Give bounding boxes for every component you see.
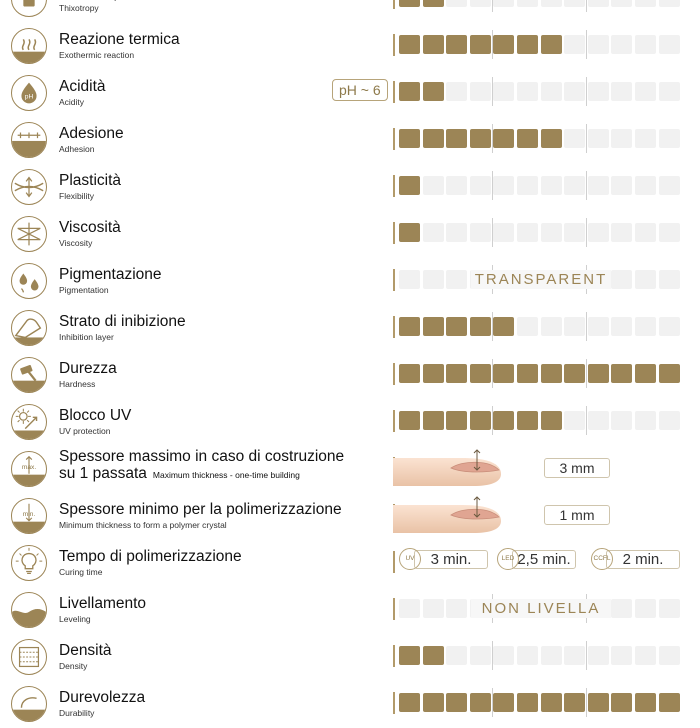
- rating-segment: [493, 317, 514, 336]
- property-row-maxthick: [0, 446, 700, 493]
- property-title-text: Livellamento: [59, 595, 147, 612]
- curing-time-ccfl: [591, 548, 680, 574]
- rating-segment: [541, 129, 562, 148]
- scale-separator: [586, 0, 587, 12]
- property-row-density: [0, 634, 700, 681]
- rating-segment: [611, 693, 632, 712]
- rating-segment: [635, 35, 656, 54]
- property-title-text: Plasticità: [59, 172, 122, 189]
- rating-segment: [635, 693, 656, 712]
- rating-segment: [517, 223, 538, 242]
- rating-segment: [517, 82, 538, 101]
- durability-icon: [11, 686, 47, 722]
- rating-segment: [517, 0, 538, 7]
- rating-scale: [399, 0, 681, 9]
- rating-segment: [611, 411, 632, 430]
- property-row-adhesion: [0, 117, 700, 164]
- svg-text:min.: min.: [22, 511, 36, 518]
- property-title: [59, 448, 344, 484]
- divider: [393, 551, 395, 573]
- property-subtitle: Inhibition layer: [59, 332, 114, 342]
- rating-segment: [588, 82, 609, 101]
- thickness-value: 1 mm: [544, 505, 610, 525]
- rating-segment: [611, 223, 632, 242]
- property-title: [59, 642, 112, 659]
- rating-segment: [588, 317, 609, 336]
- lamp-badge: UV: [399, 548, 421, 570]
- rating-segment: [470, 223, 491, 242]
- divider: [393, 692, 395, 714]
- rating-segment: [611, 317, 632, 336]
- finger-layer-icon: [11, 310, 47, 346]
- lamp-badge: LED: [497, 548, 519, 570]
- rating-segment: [635, 646, 656, 665]
- rating-segment: [470, 646, 491, 665]
- rating-segment: [541, 364, 562, 383]
- rating-segment: [541, 411, 562, 430]
- ph-drop-icon: [11, 75, 47, 111]
- property-title-text: Densità: [59, 642, 112, 659]
- rating-segment: [635, 176, 656, 195]
- divider: [393, 34, 395, 56]
- rating-segment: [446, 646, 467, 665]
- property-row-inhibition: [0, 305, 700, 352]
- divider: [393, 0, 395, 9]
- scale-separator: [492, 406, 493, 435]
- rating-segment: [635, 270, 656, 289]
- rating-segment: [541, 317, 562, 336]
- rating-segment: [446, 82, 467, 101]
- property-subtitle: Leveling: [59, 614, 91, 624]
- rating-segment: [423, 176, 444, 195]
- property-title-text: Strato di inibizione: [59, 313, 186, 330]
- rating-scale: [399, 364, 681, 385]
- rating-segment: [399, 693, 420, 712]
- property-subtitle: Maximum thickness - one-time building: [152, 470, 300, 480]
- rating-segment: [470, 693, 491, 712]
- divider: [393, 316, 395, 338]
- property-title-text: Durevolezza: [59, 689, 146, 706]
- rating-segment: [541, 82, 562, 101]
- rating-segment: [423, 129, 444, 148]
- rating-segment: [423, 35, 444, 54]
- rating-segment: [399, 411, 420, 430]
- rating-segment: [517, 317, 538, 336]
- rating-segment: [564, 82, 585, 101]
- viscosity-icon: [11, 216, 47, 252]
- scale-separator: [586, 406, 587, 435]
- rating-scale: [399, 270, 681, 291]
- rating-segment: [399, 317, 420, 336]
- rating-segment: [493, 646, 514, 665]
- rating-segment: [446, 35, 467, 54]
- rating-scale: [399, 317, 681, 338]
- rating-segment: [659, 35, 680, 54]
- rating-segment: [659, 82, 680, 101]
- rating-segment: [564, 176, 585, 195]
- rating-segment: [611, 599, 632, 618]
- rating-segment: [635, 364, 656, 383]
- curing-time-value: 3 min.: [414, 550, 488, 569]
- rating-segment: [659, 599, 680, 618]
- property-subtitle: Minimum thickness to form a polymer crystal: [59, 520, 227, 530]
- scale-separator: [492, 218, 493, 247]
- scale-separator: [492, 312, 493, 341]
- scale-separator: [492, 30, 493, 59]
- property-title: [59, 313, 186, 330]
- rating-segment: [517, 411, 538, 430]
- rating-segment: [611, 129, 632, 148]
- rating-segment: [659, 0, 680, 7]
- rating-segment: [611, 35, 632, 54]
- rating-segment: [659, 176, 680, 195]
- rating-segment: [564, 223, 585, 242]
- property-title-text: Blocco UV: [59, 407, 132, 424]
- divider: [393, 598, 395, 620]
- property-title-text: Tempo di polimerizzazione: [59, 548, 242, 565]
- rating-segment: [423, 317, 444, 336]
- property-title: [59, 595, 146, 612]
- rating-segment: [659, 411, 680, 430]
- rating-segment: [588, 129, 609, 148]
- rating-segment: [493, 129, 514, 148]
- scale-separator: [492, 77, 493, 106]
- property-row-hardness: [0, 352, 700, 399]
- scale-separator: [586, 30, 587, 59]
- divider: [393, 410, 395, 432]
- rating-segment: [446, 599, 467, 618]
- rating-segment: [399, 270, 420, 289]
- property-subtitle: Adhesion: [59, 144, 95, 154]
- rating-segment: [635, 82, 656, 101]
- curing-time-uv: [399, 548, 488, 574]
- property-row-uv: [0, 399, 700, 446]
- rating-segment: [588, 364, 609, 383]
- divider: [393, 363, 395, 385]
- rating-scale: [399, 35, 681, 56]
- property-title: [59, 689, 145, 706]
- property-subtitle: Exothermic reaction: [59, 50, 135, 60]
- property-title-text: [59, 0, 134, 1]
- curing-time-value: 2 min.: [606, 550, 680, 569]
- wave-icon: [11, 592, 47, 628]
- rating-segment: [635, 0, 656, 7]
- rating-segment: [564, 364, 585, 383]
- rating-segment: [588, 176, 609, 195]
- rating-scale: [399, 176, 681, 197]
- min-thickness-icon: [11, 498, 47, 534]
- scale-overlay-label: NON LIVELLA: [471, 599, 611, 618]
- rating-segment: [446, 176, 467, 195]
- rating-segment: [399, 82, 420, 101]
- rating-segment: [611, 646, 632, 665]
- scale-separator: [586, 218, 587, 247]
- curing-time-value: 2,5 min.: [512, 550, 576, 569]
- curing-time-led: [497, 548, 576, 574]
- rating-segment: [493, 35, 514, 54]
- property-title-text: Adesione: [59, 125, 124, 142]
- rating-segment: [541, 35, 562, 54]
- property-title: [59, 360, 117, 377]
- ph-badge: pH ~ 6: [332, 79, 388, 101]
- rating-segment: [423, 646, 444, 665]
- rating-segment: [541, 223, 562, 242]
- rating-segment: [611, 364, 632, 383]
- finger-illustration: [393, 446, 505, 492]
- rating-segment: [423, 599, 444, 618]
- rating-segment: [541, 693, 562, 712]
- rating-segment: [611, 270, 632, 289]
- property-row-exothermic: [0, 23, 700, 70]
- finger-illustration: [393, 493, 505, 539]
- rating-segment: [564, 411, 585, 430]
- rating-segment: [659, 364, 680, 383]
- scale-separator: [586, 312, 587, 341]
- rating-segment: [635, 129, 656, 148]
- divider: [393, 645, 395, 667]
- property-row-viscosity: [0, 211, 700, 258]
- drops-icon: [11, 263, 47, 299]
- scale-separator: [492, 641, 493, 670]
- property-title: [59, 266, 162, 283]
- rating-segment: [635, 411, 656, 430]
- scale-separator: [586, 77, 587, 106]
- rating-segment: [423, 270, 444, 289]
- rating-segment: [446, 411, 467, 430]
- scale-separator: [492, 688, 493, 717]
- scale-separator: [492, 171, 493, 200]
- property-title: [59, 0, 134, 1]
- rating-segment: [399, 646, 420, 665]
- divider: [393, 81, 395, 103]
- rating-segment: [493, 411, 514, 430]
- property-title: [59, 219, 121, 236]
- sun-arrow-icon: [11, 404, 47, 440]
- property-title: [59, 501, 342, 518]
- rating-segment: [564, 693, 585, 712]
- rating-segment: [470, 0, 491, 7]
- rating-segment: [493, 223, 514, 242]
- rating-segment: [399, 364, 420, 383]
- property-title-text: Pigmentazione: [59, 266, 162, 283]
- property-subtitle: Pigmentation: [59, 285, 109, 295]
- scale-separator: [586, 171, 587, 200]
- rating-segment: [470, 35, 491, 54]
- rating-segment: [659, 223, 680, 242]
- rating-segment: [588, 35, 609, 54]
- property-title: [59, 78, 106, 95]
- rating-segment: [446, 270, 467, 289]
- lamp-badge: CCFL: [591, 548, 613, 570]
- rating-segment: [423, 0, 444, 7]
- rating-segment: [493, 176, 514, 195]
- rating-segment: [659, 646, 680, 665]
- rating-segment: [399, 129, 420, 148]
- rating-segment: [446, 129, 467, 148]
- rating-segment: [493, 0, 514, 7]
- rating-segment: [446, 223, 467, 242]
- rating-segment: [399, 0, 420, 7]
- rating-segment: [493, 693, 514, 712]
- rating-segment: [588, 0, 609, 7]
- property-row-leveling: [0, 587, 700, 634]
- property-subtitle: Density: [59, 661, 88, 671]
- rating-scale: [399, 693, 681, 714]
- divider: [393, 269, 395, 291]
- property-subtitle: Acidity: [59, 97, 85, 107]
- rating-segment: [470, 317, 491, 336]
- rating-segment: [588, 693, 609, 712]
- property-row-acidity: [0, 70, 700, 117]
- rating-scale: [399, 599, 681, 620]
- property-title-line2: su 1 passata: [59, 465, 147, 482]
- rating-segment: [588, 223, 609, 242]
- property-title: [59, 548, 242, 565]
- rating-segment: [399, 223, 420, 242]
- rating-segment: [470, 129, 491, 148]
- property-title-text: Durezza: [59, 360, 117, 377]
- rating-segment: [517, 176, 538, 195]
- rating-segment: [423, 693, 444, 712]
- property-title: [59, 172, 121, 189]
- rating-segment: [517, 364, 538, 383]
- rating-segment: [470, 176, 491, 195]
- divider: [393, 128, 395, 150]
- rating-segment: [541, 0, 562, 7]
- adhesion-icon: [11, 122, 47, 158]
- rating-scale: [399, 646, 681, 667]
- rating-segment: [399, 176, 420, 195]
- rating-segment: [564, 129, 585, 148]
- rating-scale: [399, 82, 681, 103]
- divider: [393, 222, 395, 244]
- property-title: [59, 407, 131, 424]
- rating-segment: [564, 317, 585, 336]
- rating-segment: [470, 411, 491, 430]
- scale-separator: [492, 124, 493, 153]
- rating-segment: [611, 0, 632, 7]
- rating-segment: [446, 364, 467, 383]
- rating-scale: [399, 129, 681, 150]
- rating-segment: [635, 223, 656, 242]
- rating-segment: [446, 317, 467, 336]
- rating-segment: [588, 411, 609, 430]
- rating-segment: [517, 129, 538, 148]
- scale-separator: [492, 0, 493, 12]
- rating-segment: [564, 35, 585, 54]
- rating-segment: [423, 364, 444, 383]
- rating-segment: [564, 646, 585, 665]
- density-icon: [11, 639, 47, 675]
- property-title-text: Viscosità: [59, 219, 121, 236]
- property-title: [59, 31, 180, 48]
- property-title-text: Spessore minimo per la polimerizzazione: [59, 501, 342, 518]
- rating-scale: [399, 223, 681, 244]
- property-subtitle: Viscosity: [59, 238, 93, 248]
- max-thickness-icon: [11, 451, 47, 487]
- property-subtitle: Thixotropy: [59, 3, 99, 13]
- rating-segment: [541, 646, 562, 665]
- rating-segment: [611, 82, 632, 101]
- rating-segment: [517, 646, 538, 665]
- scale-overlay-label: TRANSPARENT: [471, 270, 611, 289]
- scale-separator: [586, 688, 587, 717]
- property-row-curing: [0, 540, 700, 587]
- property-subtitle: Curing time: [59, 567, 103, 577]
- property-title: [59, 125, 124, 142]
- rating-segment: [423, 82, 444, 101]
- rating-segment: [399, 35, 420, 54]
- rating-segment: [659, 129, 680, 148]
- property-title-text: Acidità: [59, 78, 106, 95]
- property-subtitle: Flexibility: [59, 191, 94, 201]
- property-subtitle: Hardness: [59, 379, 96, 389]
- hammer-icon: [11, 357, 47, 393]
- property-subtitle: Durability: [59, 708, 95, 718]
- divider: [393, 175, 395, 197]
- rating-segment: [446, 693, 467, 712]
- rating-segment: [517, 35, 538, 54]
- rating-segment: [470, 364, 491, 383]
- rating-segment: [611, 176, 632, 195]
- property-row-flexibility: [0, 164, 700, 211]
- rating-scale: [399, 411, 681, 432]
- rating-segment: [493, 82, 514, 101]
- property-row-pigmentation: [0, 258, 700, 305]
- rating-segment: [541, 176, 562, 195]
- heat-waves-icon: [11, 28, 47, 64]
- rating-segment: [659, 693, 680, 712]
- rating-segment: [635, 317, 656, 336]
- flexibility-icon: [11, 169, 47, 205]
- property-row-minthick: [0, 493, 700, 540]
- rating-segment: [470, 82, 491, 101]
- rating-segment: [659, 270, 680, 289]
- rating-segment: [423, 411, 444, 430]
- property-title-text: Reazione termica: [59, 31, 180, 48]
- rating-segment: [635, 599, 656, 618]
- scale-separator: [492, 359, 493, 388]
- rating-segment: [446, 0, 467, 7]
- scale-separator: [586, 359, 587, 388]
- property-row-thixotropy: [0, 0, 700, 23]
- thickness-value: 3 mm: [544, 458, 610, 478]
- rating-segment: [399, 599, 420, 618]
- bulb-icon: [11, 545, 47, 581]
- rating-segment: [588, 646, 609, 665]
- lock-icon: [11, 0, 47, 17]
- rating-segment: [659, 317, 680, 336]
- svg-text:pH: pH: [24, 93, 34, 101]
- scale-separator: [586, 124, 587, 153]
- scale-separator: [586, 641, 587, 670]
- rating-segment: [517, 693, 538, 712]
- property-row-durability: [0, 681, 700, 728]
- rating-segment: [423, 223, 444, 242]
- svg-text:max.: max.: [21, 464, 37, 471]
- rating-segment: [564, 0, 585, 7]
- property-title-text: Spessore massimo in caso di costruzione: [59, 448, 345, 465]
- rating-segment: [493, 364, 514, 383]
- property-subtitle: UV protection: [59, 426, 111, 436]
